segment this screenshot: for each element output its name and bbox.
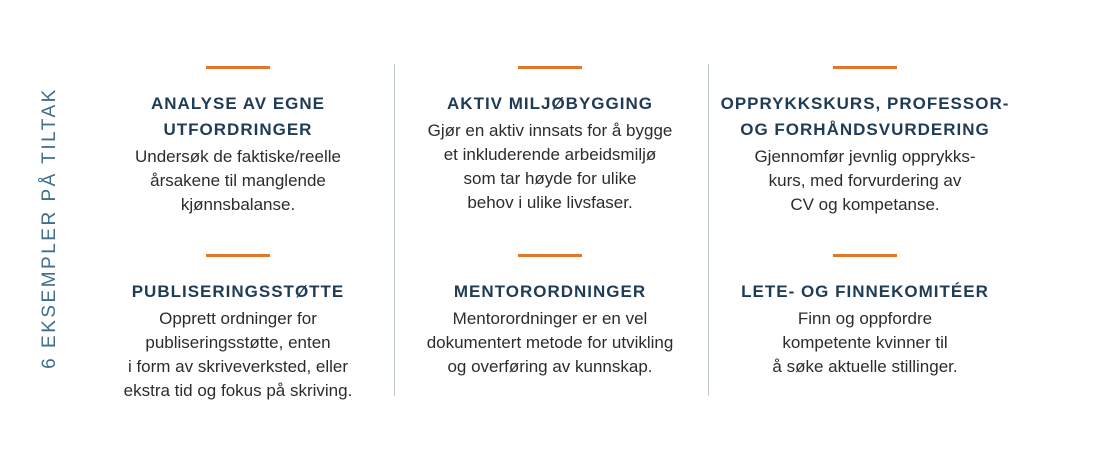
accent-bar [518,66,582,69]
card-body: Finn og oppfordre kompetente kvinner til å søke aktuelle stillinger. [772,309,958,376]
card-analyse [88,66,388,217]
card-body: Gjennomfør jevnlig opprykks- kurs, med forvurdering av CV og kompetanse. [754,147,976,214]
card-publisering [88,254,388,403]
card-body: Mentorordninger er en vel dokumentert metode for utvikling og overføring av kunnskap. [426,309,674,376]
side-label: 6 EKSEMPLER PÅ TILTAK [39,87,60,369]
accent-bar [518,254,582,257]
card-body: Opprett ordninger for publiseringsstøtte, enten i form av skriveverksted, eller ekstra tid og fokus på skriving. [123,309,353,400]
accent-bar [206,66,270,69]
accent-bar [206,254,270,257]
accent-bar [833,66,897,69]
column-divider [394,64,395,396]
card-title: MENTORORDNINGER [453,282,647,301]
card-title: ANALYSE AV EGNE UTFORDRINGER [150,94,326,139]
card-body: Undersøk de faktiske/reelle årsakene til manglende kjønnsbalanse. [135,147,341,214]
column-divider [708,64,709,396]
card-mentorordninger [400,254,700,379]
card-opprykkskurs [715,66,1015,217]
card-title: AKTIV MILJØBYGGING [447,94,653,113]
card-body: Gjør en aktiv innsats for å bygge et inkluderende arbeidsmiljø som tar høyde for ulike behov i ulike livsfaser. [427,121,673,212]
card-title: PUBLISERINGSSTØTTE [131,282,345,301]
card-title: LETE- OG FINNEKOMITÉER [741,282,989,301]
card-miljobygging [400,66,700,215]
accent-bar [833,254,897,257]
card-title: OPPRYKKSKURS, PROFESSOR- OG FORHÅNDSVURDERING [720,94,1010,139]
card-letekomiteer [715,254,1015,379]
